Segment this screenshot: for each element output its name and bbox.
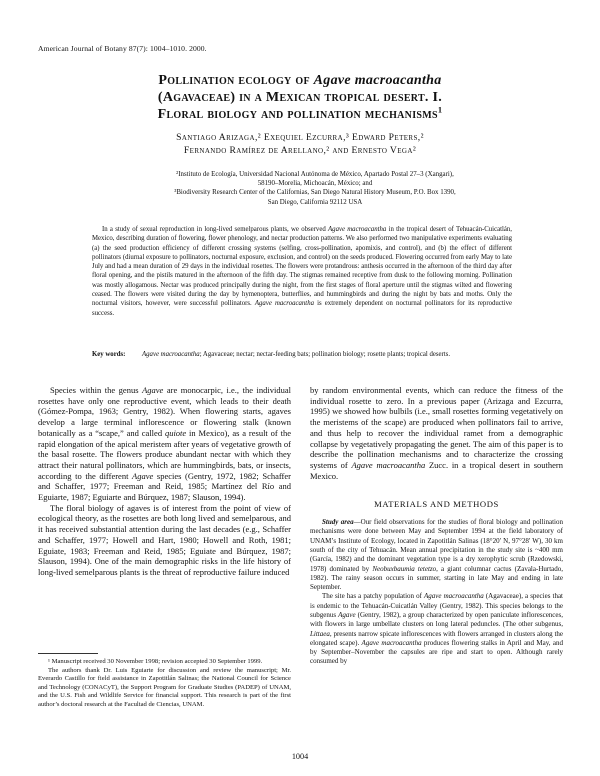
methods-paragraph-1: Study area—Our field observations for the studies of floral biology and pollination mechanisms were done between May and September 1994 at the field laboratory of UNAM’s Institute of Ecology, located in Zapotitlán Salinas (18°20′ N, 97°28′ W), 30 km south of the city of Tehuacán. Mean annual precipitation in the study site is ~400 mm (García, 1982) and the dominant vegetation type is a dry xerophytic scrub (Rzedowski, 1978) dominated by Neobuxbaumia tetetzo, a giant columnar cactus (Zavala-Hurtado, 1982). The rainy season occurs in summer, starting in late May and ending in late September.	[310, 518, 564, 592]
footnote-acknowledgments: The authors thank Dr. Luis Eguiarte for discussion and review the manuscript; Mr. Everardo Castillo for field assistance in Zapotitlán Salinas; the National Council for Science and Technology (CONACyT), the Support Program for Graduate Studies (PADEP) of UNAM, and the U.S. Fish and Wildlife Service for financial support. This research is part of the first author’s doctoral research at the Facultad de Ciencias, UNAM.	[38, 666, 291, 708]
methods-text	[310, 518, 563, 667]
title-species: Agave macroacantha	[313, 73, 442, 88]
title-line-2: (Agavaceae) in a Mexican tropical desert. I.	[157, 90, 443, 105]
abstract-text: in the tropical desert of Tehuacán-Cuicatlán, Mexico, describing duration of flowering, flower phenology, and nectar production patterns. We also performed two manipulative experiments evaluating (a) the seed production efficiency of different crossing systems (selfing, cross-pollination, apomixis, and control), and (b) the effect of different pollinators (diurnal exposure to pollinators, nocturnal exposure, exclusion, and control) on the seeds produced. Flowering occurred from early May to late July and had a mean duration of 29 days in the individual rosettes. The flowers were protandrous: anthesis occurred in the afternoon of the third day after floral opening, and the pistils matured in the afternoon of the fifth day. The stigmas remained receptive from dusk to the following morning. Pollination was mostly allogamous. Nectar was produced principally during the night, from the first stages of floral aperture until the stigmas wilted and flowering ceased. The flowers were visited during the day by hymenoptera, butterflies, and hummingbirds and during the night by bats and moths. Only the nocturnal visitors, however, were successful pollinators.	[92, 226, 512, 308]
keywords-list	[142, 350, 502, 359]
title-line-3: Floral biology and pollination mechanisms	[157, 107, 438, 122]
intro-paragraph-1: Species within the genus Agave are monocarpic, i.e., the individual rosettes have only one reproductive event, which leads to their death (Gómez-Pompa, 1963; Gentry, 1982). When flowering starts, agaves develop a large terminal inflorescence or flowering stalk (known botanically as a “scape,” and called quiote in Mexico), as a result of the rapid elongation of the apical meristem after years of vegetative growth of the basal rosette. The flowers produce abundant nectar with which they attract their natural pollinators, which are hummingbirds, bats, or insects, according to the different Agave species (Gentry, 1972, 1982; Schaffer and Schaffer, 1977; Freeman and Reid, 1985; Martínez del Río and Eguiarte, 1987; Eguiarte and Búrquez, 1987; Slauson, 1994).	[38, 385, 291, 503]
abstract-species: Agave macroacantha	[254, 300, 314, 308]
methods-paragraph-2: The site has a patchy population of Agave macroacantha (Agavaceae), a species that is endemic to the Tehuacán-Cuicatlán Valley (Gentry, 1982). This species belongs to the subgenus Agave (Gentry, 1982), a group characterized by open paniculate inflorescences, with flowers in large umbellate clusters on long lateral peduncles. (The other subgenus, Littaea, presents narrow spicate inflorescences with flowers arranged in clusters along the elongated scape). Agave macroacantha produces flowering stalks in April and May, and by September–November the capsules are ripe and start to open. Although rarely consumed by	[310, 592, 563, 666]
author-list	[40, 131, 560, 157]
keywords-text: ; Agavaceae; nectar; nectar-feeding bats; pollination biology; rosette plants; tropical deserts.	[199, 351, 451, 358]
abstract-text: In a study of sexual reproduction in long-lived semelparous plants, we observed	[102, 226, 329, 233]
affiliation-line: 58190–Morelia, Michoacán, México; and	[257, 180, 373, 188]
abstract-text: is extremely dependent on nocturnal pollinators for its reproductive success.	[92, 300, 512, 317]
keyword-species: Agave macroacantha	[142, 351, 200, 358]
authors-line-2: Fernando Ramírez de Arellano,² and Ernesto Vega²	[183, 145, 417, 156]
abstract	[92, 225, 512, 318]
abstract-species: Agave macroacantha	[328, 226, 387, 233]
intro-paragraph-2: The floral biology of agaves is of interest from the point of view of ecological theory, as the rosettes are both long lived and semelparous, and it has received substantial attention during the last decades (e.g., Schaffer and Schaffer, 1977; Howell and Hart, 1980; Howell and Roth, 1981; Eguiate, 1983; Freeman and Reid, 1985; Eguiate and Búrquez, 1987; Slauson, 1994). One of the main demographic risks in the life history of long-lived semelparous plants is the threat of reproductive failure induced	[38, 502, 291, 577]
authors-line-1: Santiago Arizaga,² Exequiel Ezcurra,³ Edward Peters,²	[176, 132, 424, 143]
footnotes	[38, 658, 291, 710]
affiliation-line: ³Biodiversity Research Center of the Californias, San Diego Natural History Museum, P.O. Box 1390,	[174, 189, 456, 197]
footnote-divider	[38, 653, 98, 654]
keywords-label: Key words:	[92, 351, 126, 358]
intro-paragraph-3: by random environmental events, which can reduce the fitness of the individual rosette to zero. In a previous paper (Arizaga and Ezcurra, 1995) we showed how bulbils (i.e., small rosettes forming vegetatively on the meristems of the scape) are produced when pollinators fail to arrive, and thus help to recover the individual ramet from a demographic collapse by vegetatively propagating the genet. The aim of this paper is to describe the pollination mechanisms and to characterize the crossing systems of Agave macroacantha Zucc. in a tropical desert in southern Mexico.	[310, 385, 564, 481]
footnote-manuscript: ¹ Manuscript received 30 November 1998; revision accepted 30 September 1999.	[48, 658, 263, 665]
section-heading-methods: MATERIALS AND METHODS	[374, 499, 499, 510]
title-footnote-mark: 1	[437, 105, 443, 115]
affiliation-line: San Diego, California 92112 USA	[267, 198, 363, 206]
right-column	[310, 385, 563, 667]
left-column	[38, 385, 291, 578]
journal-citation: American Journal of Botany 87(7): 1004–1010. 2000.	[38, 44, 207, 53]
title-line-1: Pollination ecology of	[158, 73, 314, 88]
page-number: 1004	[291, 752, 309, 761]
affiliations	[90, 170, 540, 207]
keywords	[92, 350, 512, 359]
article-title	[40, 72, 560, 123]
affiliation-line: ²Instituto de Ecología, Universidad Nacional Autónoma de México, Apartado Postal 27–3 (Xangari),	[176, 171, 454, 178]
